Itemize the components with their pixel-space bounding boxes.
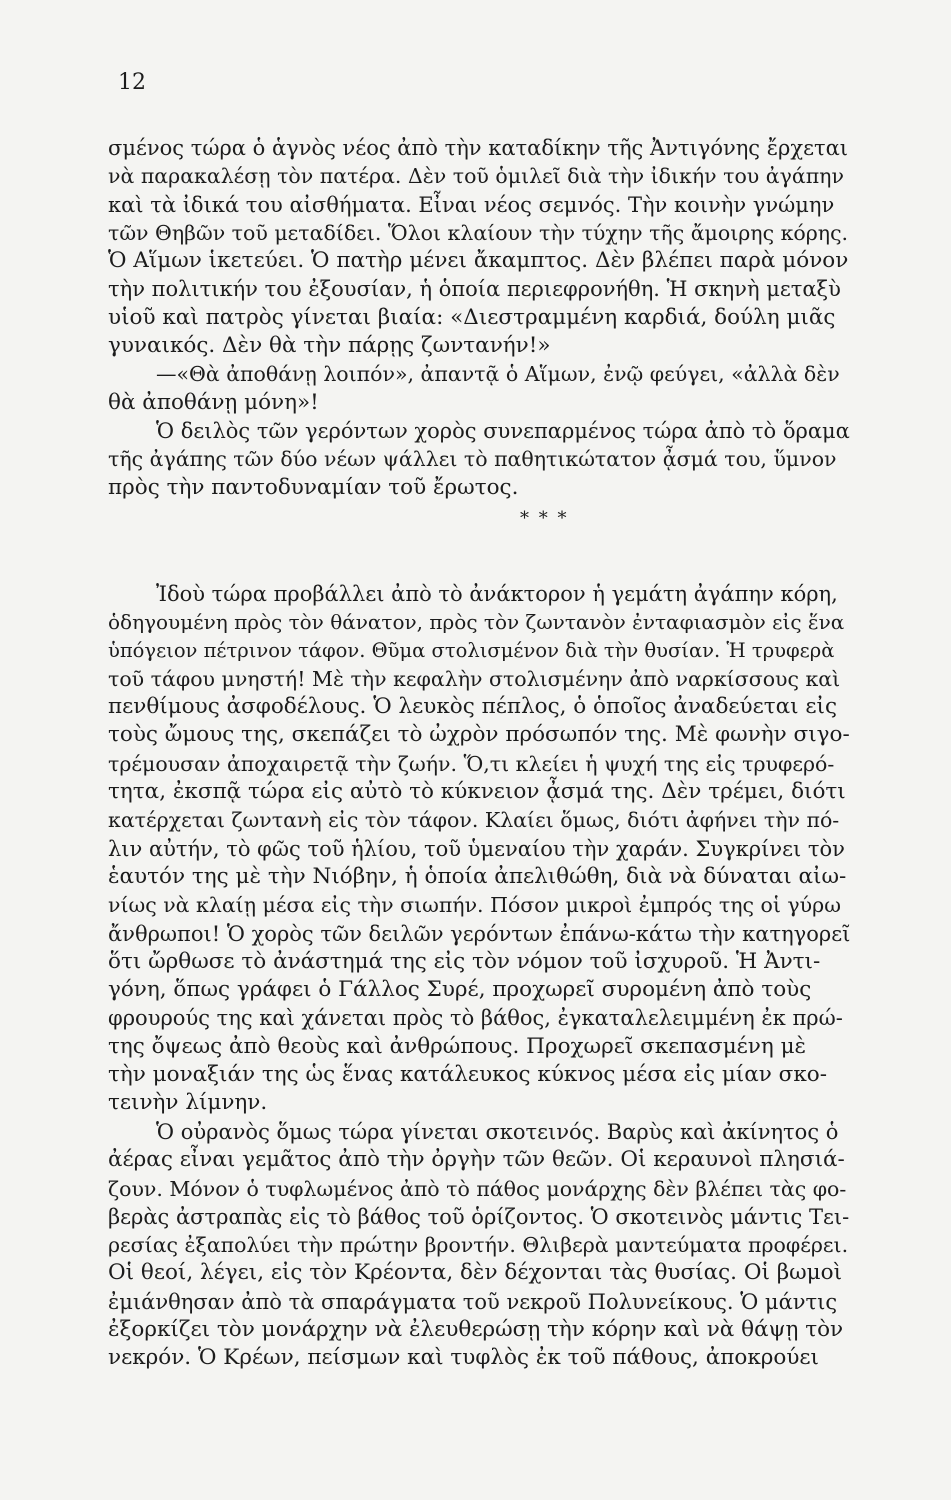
- text-line: βερὰς ἀστραπὰς εἰς τὸ βάθος τοῦ ὁρίζοντος. Ὁ σκοτεινὸς μάντις Τει-: [108, 1204, 850, 1229]
- text-line: τῶν Θηβῶν τοῦ μεταδίδει. Ὅλοι κλαίουν τὴν τύχην τῆς ἄμοιρης κόρης.: [108, 220, 849, 245]
- text-line: νεκρόν. Ὁ Κρέων, πείσμων καὶ τυφλὸς ἐκ τοῦ πάθους, ἀποκρούει: [108, 1345, 819, 1371]
- text-line: ζουν. Μόνον ὁ τυφλωμένος ἀπὸ τὸ πάθος μονάρχης δὲν βλέπει τὰς φο-: [108, 1176, 847, 1201]
- text-line: πενθίμους ἀσφοδέλους. Ὁ λευκὸς πέπλος, ὁ ὁποῖος ἀναδεύεται εἰς: [108, 694, 838, 720]
- text-line: τητα, ἐκσπᾷ τώρα εἰς αὐτὸ τὸ κύκνειον ᾆσμά της. Δὲν τρέμει, διότι: [108, 779, 846, 805]
- text-line: λιν αὐτήν, τὸ φῶς τοῦ ἡλίου, τοῦ ὑμεναίου τὴν χαράν. Συγκρίνει τὸν: [108, 836, 845, 861]
- text-line: ὁδηγουμένη πρὸς τὸν θάνατον, πρὸς τὸν ζωντανὸν ἐνταφιασμὸν εἰς ἕνα: [108, 610, 845, 635]
- text-line: ἐμιάνθησαν ἀπὸ τὰ σπαράγματα τοῦ νεκροῦ Πολυνείκους. Ὁ μάντις: [108, 1289, 838, 1314]
- text-line: —«Θὰ ἀποθάνῃ λοιπόν», ἀπαντᾷ ὁ Αἵμων, ἐνῷ φεύγει, «ἀλλὰ δὲν: [156, 362, 840, 387]
- text-line: φρουρούς της καὶ χάνεται πρὸς τὸ βάθος, ἐγκαταλελειμμένη ἐκ πρώ-: [108, 1006, 843, 1031]
- text-line: ὑπόγειον πέτρινον τάφον. Θῦμα στολισμένον διὰ τὴν θυσίαν. Ἡ τρυφερὰ: [108, 638, 835, 662]
- text-line: γόνη, ὅπως γράφει ὁ Γάλλος Συρέ, προχωρεῖ συρομένη ἀπὸ τοὺς: [108, 977, 812, 1003]
- text-line: Ὁ οὐρανὸς ὅμως τώρα γίνεται σκοτεινός. Βαρὺς καὶ ἀκίνητος ὁ: [156, 1120, 839, 1144]
- text-line: νίως νὰ κλαίῃ μέσα εἰς τὴν σιωπήν. Πόσον μικροὶ ἐμπρός της οἱ γύρω: [108, 893, 841, 918]
- text-line: τῆς ἀγάπης τῶν δύο νέων ψάλλει τὸ παθητικώτατον ᾆσμά του, ὕμνον: [108, 447, 837, 472]
- text-line: τοὺς ὤμους της, σκεπάζει τὸ ὠχρὸν πρόσωπόν της. Μὲ φωνὴν σιγο-: [108, 722, 850, 748]
- text-line: ἐξορκίζει τὸν μονάρχην νὰ ἐλευθερώσῃ τὴν κόρην καὶ νὰ θάψῃ τὸν: [108, 1317, 844, 1343]
- text-line: ὅτι ὤρθωσε τὸ ἀνάστημά της εἰς τὸν νόμον τοῦ ἰσχυροῦ. Ἡ Ἀντι-: [108, 948, 821, 974]
- text-line: τὴν πολιτικήν του ἐξουσίαν, ἡ ὁποία περιεφρονήθη. Ἡ σκηνὴ μεταξὺ: [108, 277, 841, 302]
- text-block-middle: [108, 580, 850, 1118]
- text-line: νὰ παρακαλέσῃ τὸν πατέρα. Δὲν τοῦ ὁμιλεῖ διὰ τὴν ἰδικήν του ἀγάπην: [108, 164, 844, 189]
- text-line: σμένος τώρα ὁ ἁγνὸς νέος ἀπὸ τὴν καταδίκην τῆς Ἀντιγόνης ἔρχεται: [108, 136, 848, 160]
- text-line: τεινὴν λίμνην.: [108, 1090, 268, 1116]
- page-number: 12: [118, 70, 146, 95]
- text-line: τρέμουσαν ἀποχαιρετᾷ τὴν ζωήν. Ὅ,τι κλείει ἡ ψυχή της εἰς τρυφερό-: [108, 751, 835, 776]
- text-line: υἱοῦ καὶ πατρὸς γίνεται βιαία: «Διεστραμμένη καρδιά, δούλη μιᾶς: [108, 304, 836, 330]
- text-line: Ὁ Αἵμων ἱκετεύει. Ὁ πατὴρ μένει ἄκαμπτος. Δὲν βλέπει παρὰ μόνον: [108, 248, 849, 274]
- text-line: πρὸς τὴν παντοδυναμίαν τοῦ ἔρωτος.: [108, 474, 519, 500]
- text-line: τὴν μοναξιάν της ὡς ἕνας κατάλευκος κύκνος μέσα εἰς μίαν σκο-: [108, 1062, 827, 1088]
- text-line: γυναικός. Δὲν θὰ τὴν πάρῃς ζωντανήν!»: [108, 333, 551, 359]
- text-line: ἀέρας εἶναι γεμᾶτος ἀπὸ τὴν ὀργὴν τῶν θεῶν. Οἱ κεραυνοὶ πλησιά-: [108, 1147, 845, 1173]
- text-block-top: [108, 134, 850, 502]
- text-line: ἑαυτόν της μὲ τὴν Νιόβην, ἡ ὁποία ἀπελιθώθη, διὰ νὰ δύναται αἰω-: [108, 863, 847, 889]
- text-line: ρεσίας ἐξαπολύει τὴν πρώτην βροντήν. Θλιβερὰ μαντεύματα προφέρει.: [108, 1233, 849, 1258]
- text-line: Οἱ θεοί, λέγει, εἰς τὸν Κρέοντα, δὲν δέχονται τὰς θυσίας. Οἱ βωμοὶ: [108, 1260, 843, 1286]
- text-line: ἄνθρωποι! Ὁ χορὸς τῶν δειλῶν γερόντων ἐπάνω-κάτω τὴν κατηγορεῖ: [108, 921, 851, 946]
- text-line: της ὄψεως ἀπὸ θεοὺς καὶ ἀνθρώπους. Προχωρεῖ σκεπασμένη μὲ: [108, 1033, 807, 1059]
- text-line: Ἰδοὺ τώρα προβάλλει ἀπὸ τὸ ἀνάκτορον ἡ γεμάτη ἀγάπην κόρη,: [156, 582, 838, 606]
- section-divider: * * *: [520, 508, 569, 529]
- text-block-bottom: [108, 1118, 850, 1373]
- text-line: κατέρχεται ζωντανὴ εἰς τὸν τάφον. Κλαίει ὅμως, διότι ἀφήνει τὴν πό-: [108, 808, 840, 833]
- text-line: τοῦ τάφου μνηστή! Μὲ τὴν κεφαλὴν στολισμένην ἀπὸ ναρκίσσους καὶ: [108, 666, 841, 691]
- text-line: Ὁ δειλὸς τῶν γερόντων χορὸς συνεπαρμένος τώρα ἀπὸ τὸ ὅραμα: [156, 418, 850, 443]
- text-line: θὰ ἀποθάνῃ μόνη»!: [108, 389, 319, 415]
- text-line: καὶ τὰ ἰδικά του αἰσθήματα. Εἶναι νέος σεμνός. Τὴν κοινὴν γνώμην: [108, 192, 835, 217]
